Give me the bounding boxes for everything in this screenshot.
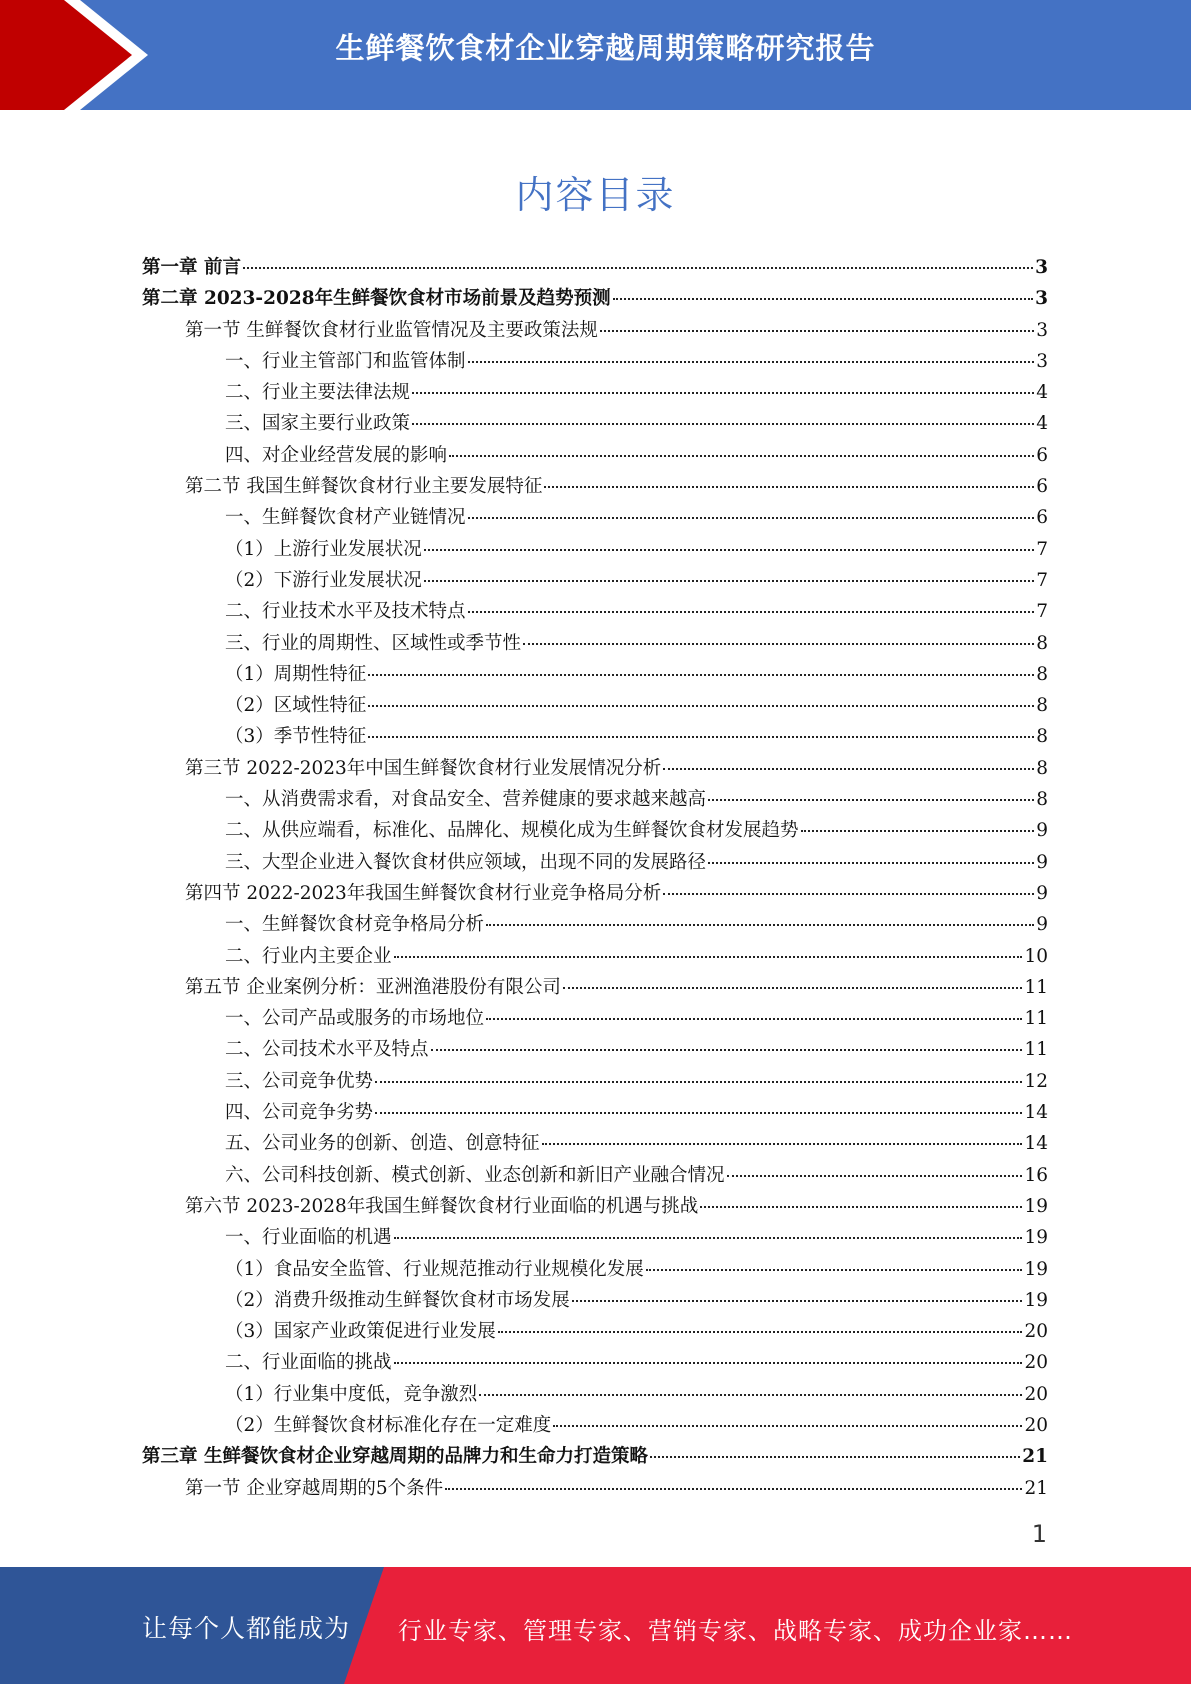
toc-entry-page: 9 (1036, 882, 1048, 904)
toc-entry[interactable] (142, 1286, 1048, 1317)
toc-dot-leader (498, 1331, 1023, 1333)
toc-dot-leader (523, 643, 1034, 645)
toc-entry-page: 8 (1036, 632, 1048, 654)
toc-entry-title: （2）下游行业发展状况 (225, 569, 422, 591)
toc-entry-title: 一、从消费需求看，对食品安全、营养健康的要求越来越高 (225, 789, 707, 811)
toc-entry-title: 一、生鲜餐饮食材竞争格局分析 (225, 914, 485, 936)
toc-dot-leader (801, 830, 1035, 832)
toc-entry-page: 9 (1036, 851, 1048, 873)
toc-entry[interactable] (142, 1129, 1048, 1160)
toc-dot-leader (563, 987, 1023, 989)
report-header (0, 0, 1191, 110)
toc-entry-title: 第一节 企业穿越周期的5个条件 (185, 1477, 444, 1499)
toc-dot-leader (468, 517, 1035, 519)
toc-heading: 内容目录 (515, 173, 676, 217)
toc-entry[interactable] (142, 1161, 1048, 1192)
toc-entry-page: 9 (1036, 820, 1048, 842)
toc-dot-leader (542, 1143, 1023, 1145)
toc-entry-title: 第一章 前言 (142, 257, 241, 278)
toc-dot-leader (368, 674, 1034, 676)
toc-entry[interactable] (142, 1442, 1048, 1473)
toc-entry-page: 11 (1024, 1008, 1048, 1030)
toc-entry-page: 7 (1036, 538, 1048, 560)
toc-dot-leader (243, 267, 1033, 269)
toc-entry-title: 第二节 我国生鲜餐饮食材行业主要发展特征 (185, 476, 543, 498)
toc-entry[interactable] (142, 1223, 1048, 1254)
toc-entry-title: 第四节 2022-2023年我国生鲜餐饮食材行业竞争格局分析 (185, 882, 662, 904)
toc-entry-title: 第三节 2022-2023年中国生鲜餐饮食材行业发展情况分析 (185, 757, 662, 779)
toc-dot-leader (613, 298, 1034, 300)
toc-entry-title: 一、行业面临的机遇 (225, 1227, 392, 1249)
toc-entry[interactable] (142, 660, 1048, 691)
toc-entry-page: 4 (1036, 382, 1048, 404)
toc-entry-page: 19 (1024, 1258, 1048, 1280)
toc-entry-page: 3 (1036, 319, 1048, 341)
toc-entry[interactable] (142, 910, 1048, 941)
toc-entry[interactable] (142, 816, 1048, 847)
toc-entry-page: 3 (1036, 350, 1048, 372)
toc-entry[interactable] (142, 253, 1048, 284)
toc-entry[interactable] (142, 1035, 1048, 1066)
toc-entry-title: 三、国家主要行业政策 (225, 413, 411, 435)
toc-dot-leader (646, 1269, 1023, 1271)
toc-entry-title: 第五节 企业案例分析：亚洲渔港股份有限公司 (185, 976, 561, 998)
toc-entry-page: 20 (1024, 1352, 1048, 1374)
toc-entry-title: 一、公司产品或服务的市场地位 (225, 1008, 485, 1030)
toc-entry-title: 第一节 生鲜餐饮食材行业监管情况及主要政策法规 (185, 319, 598, 341)
toc-entry[interactable] (142, 409, 1048, 440)
toc-entry-page: 9 (1036, 914, 1048, 936)
toc-entry[interactable] (142, 1317, 1048, 1348)
toc-entry[interactable] (142, 1067, 1048, 1098)
toc-entry-title: 五、公司业务的创新、创造、创意特征 (225, 1133, 540, 1155)
toc-entry-page: 8 (1036, 695, 1048, 717)
toc-entry-title: 三、行业的周期性、区域性或季节性 (225, 632, 522, 654)
toc-dot-leader (412, 392, 1034, 394)
toc-entry-title: （2）区域性特征 (225, 695, 367, 717)
toc-entry[interactable] (142, 754, 1048, 785)
toc-entry[interactable] (142, 597, 1048, 628)
toc-entry-page: 7 (1036, 601, 1048, 623)
toc-dot-leader (479, 1394, 1022, 1396)
toc-entry[interactable] (142, 879, 1048, 910)
toc-entry[interactable] (142, 629, 1048, 660)
toc-dot-leader (708, 799, 1034, 801)
toc-dot-leader (727, 1175, 1023, 1177)
toc-entry[interactable] (142, 441, 1048, 472)
toc-entry-page: 12 (1024, 1070, 1048, 1092)
toc-dot-leader (486, 924, 1034, 926)
toc-entry[interactable] (142, 347, 1048, 378)
toc-dot-leader (424, 580, 1034, 582)
toc-entry-page: 11 (1024, 976, 1048, 998)
toc-dot-leader (486, 1018, 1022, 1020)
toc-dot-leader (394, 1362, 1023, 1364)
toc-dot-leader (600, 330, 1034, 332)
toc-dot-leader (424, 549, 1034, 551)
toc-dot-leader (700, 1206, 1022, 1208)
toc-entry-page: 19 (1024, 1289, 1048, 1311)
toc-entry-page: 20 (1024, 1321, 1048, 1343)
toc-entry-page: 19 (1024, 1195, 1048, 1217)
toc-entry[interactable] (142, 1474, 1048, 1505)
toc-entry-page: 14 (1024, 1102, 1048, 1124)
toc-entry-page: 19 (1024, 1227, 1048, 1249)
footer-banner (0, 1567, 1191, 1684)
toc-entry-title: （3）国家产业政策促进行业发展 (225, 1321, 496, 1343)
toc-entry-page: 3 (1035, 257, 1048, 278)
page-number: 1 (1031, 1520, 1047, 1548)
toc-entry-title: 二、行业主要法律法规 (225, 382, 411, 404)
toc-entry[interactable] (142, 1411, 1048, 1442)
toc-entry-title: 六、公司科技创新、模式创新、业态创新和新旧产业融合情况 (225, 1164, 725, 1186)
toc-entry-page: 8 (1036, 789, 1048, 811)
toc-entry-page: 20 (1024, 1383, 1048, 1405)
toc-entry-page: 6 (1036, 444, 1048, 466)
toc-entry-title: （1）上游行业发展状况 (225, 538, 422, 560)
toc-entry-page: 21 (1024, 1477, 1048, 1499)
toc-entry-title: （2）消费升级推动生鲜餐饮食材市场发展 (225, 1289, 570, 1311)
toc-dot-leader (394, 1237, 1023, 1239)
toc-dot-leader (663, 893, 1034, 895)
toc-entry-page: 21 (1022, 1446, 1048, 1468)
toc-dot-leader (449, 455, 1034, 457)
toc-entry[interactable] (142, 785, 1048, 816)
toc-dot-leader (375, 1112, 1022, 1114)
toc-entry-page: 14 (1024, 1133, 1048, 1155)
toc-entry[interactable] (142, 722, 1048, 753)
toc-dot-leader (572, 1300, 1023, 1302)
toc-entry-title: 四、公司竞争劣势 (225, 1102, 374, 1124)
toc-dot-leader (544, 486, 1034, 488)
toc-entry-page: 8 (1036, 726, 1048, 748)
toc-dot-leader (468, 361, 1035, 363)
toc-entry[interactable] (142, 1380, 1048, 1411)
toc-entry-title: 二、行业面临的挑战 (225, 1352, 392, 1374)
toc-entry-page: 10 (1024, 945, 1048, 967)
toc-entry[interactable] (142, 1098, 1048, 1129)
toc-entry-page: 7 (1036, 569, 1048, 591)
toc-entry-title: 三、大型企业进入餐饮食材供应领域，出现不同的发展路径 (225, 851, 707, 873)
toc-entry-page: 6 (1036, 507, 1048, 529)
toc-entry[interactable] (142, 316, 1048, 347)
toc-entry-title: 二、公司技术水平及特点 (225, 1039, 429, 1061)
toc-dot-leader (708, 862, 1034, 864)
toc-dot-leader (431, 1049, 1023, 1051)
toc-entry-title: 四、对企业经营发展的影响 (225, 444, 448, 466)
toc-entry-page: 11 (1024, 1039, 1048, 1061)
toc-entry-title: 三、公司竞争优势 (225, 1070, 374, 1092)
table-of-contents (142, 253, 1048, 1505)
footer-slogan-left: 让每个人都能成为 (142, 1614, 351, 1643)
toc-entry-title: 一、行业主管部门和监管体制 (225, 350, 466, 372)
toc-entry[interactable] (142, 942, 1048, 973)
toc-entry[interactable] (142, 284, 1048, 315)
toc-entry[interactable] (142, 1348, 1048, 1379)
toc-entry[interactable] (142, 1255, 1048, 1286)
toc-entry[interactable] (142, 691, 1048, 722)
toc-entry-title: 第三章 生鲜餐饮食材企业穿越周期的品牌力和生命力打造策略 (142, 1446, 648, 1468)
toc-dot-leader (394, 956, 1023, 958)
toc-entry-title: （1）行业集中度低，竞争激烈 (225, 1383, 478, 1405)
toc-entry-title: 二、行业内主要企业 (225, 945, 392, 967)
toc-dot-leader (412, 423, 1034, 425)
toc-entry-page: 4 (1036, 413, 1048, 435)
toc-entry-title: 第六节 2023-2028年我国生鲜餐饮食材行业面临的机遇与挑战 (185, 1195, 699, 1217)
toc-entry[interactable] (142, 378, 1048, 409)
toc-dot-leader (368, 705, 1034, 707)
toc-entry-title: （2）生鲜餐饮食材标准化存在一定难度 (225, 1414, 552, 1436)
toc-dot-leader (375, 1081, 1022, 1083)
toc-entry[interactable] (142, 472, 1048, 503)
toc-dot-leader (368, 736, 1034, 738)
toc-dot-leader (650, 1456, 1020, 1458)
toc-entry[interactable] (142, 1004, 1048, 1035)
toc-entry-page: 16 (1024, 1164, 1048, 1186)
toc-dot-leader (553, 1425, 1022, 1427)
toc-entry-title: 二、从供应端看，标准化、品牌化、规模化成为生鲜餐饮食材发展趋势 (225, 820, 799, 842)
toc-entry[interactable] (142, 566, 1048, 597)
toc-entry-title: 一、生鲜餐饮食材产业链情况 (225, 507, 466, 529)
toc-entry-title: （3）季节性特征 (225, 726, 367, 748)
toc-entry-page: 8 (1036, 663, 1048, 685)
toc-dot-leader (663, 768, 1034, 770)
footer-slogan-right: 行业专家、管理专家、营销专家、战略专家、成功企业家…… (398, 1617, 1073, 1645)
toc-entry[interactable] (142, 848, 1048, 879)
toc-dot-leader (468, 611, 1035, 613)
report-title: 生鲜餐饮食材企业穿越周期策略研究报告 (335, 31, 876, 65)
toc-entry-title: 第二章 2023-2028年生鲜餐饮食材市场前景及趋势预测 (142, 288, 611, 310)
toc-entry[interactable] (142, 503, 1048, 534)
toc-entry[interactable] (142, 973, 1048, 1004)
toc-entry-title: （1）食品安全监管、行业规范推动行业规模化发展 (225, 1258, 644, 1280)
toc-entry-page: 3 (1035, 288, 1048, 310)
toc-entry-page: 20 (1024, 1414, 1048, 1436)
toc-entry-page: 8 (1036, 757, 1048, 779)
toc-entry[interactable] (142, 1192, 1048, 1223)
toc-dot-leader (445, 1488, 1022, 1490)
toc-entry-page: 6 (1036, 476, 1048, 498)
toc-entry-title: （1）周期性特征 (225, 663, 367, 685)
toc-entry-title: 二、行业技术水平及技术特点 (225, 601, 466, 623)
toc-entry[interactable] (142, 535, 1048, 566)
